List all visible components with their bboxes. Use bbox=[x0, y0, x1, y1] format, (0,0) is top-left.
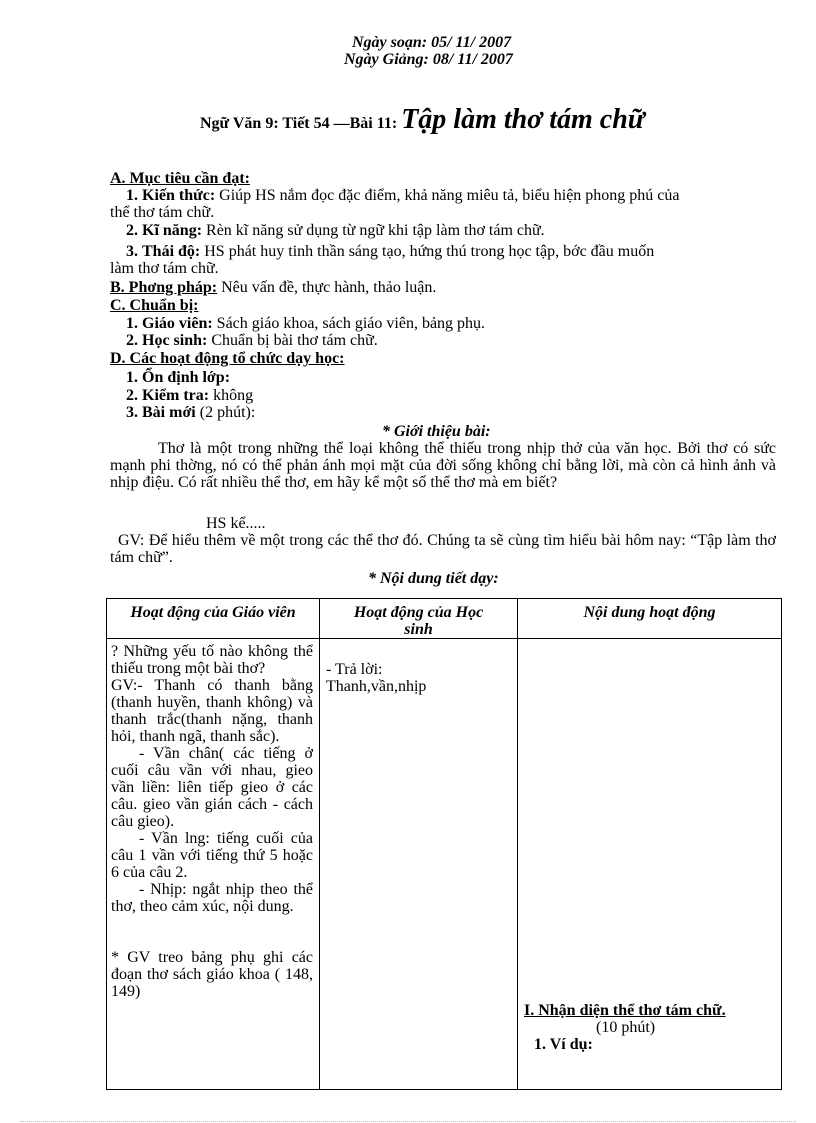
header-content: Nội dung hoạt động bbox=[518, 599, 782, 639]
example-label: 1. Ví dụ: bbox=[534, 1036, 593, 1053]
gv-van-lung: - Vần lng: tiếng cuối của câu 1 vần với tiếng thứ 5 hoặc 6 của câu 2. bbox=[111, 830, 313, 881]
student-cell bbox=[320, 639, 518, 1090]
page-bottom-rule bbox=[20, 1121, 796, 1122]
gv-van-chan: - Vần chân( các tiếng ở cuối câu vần với nhau, gieo vần liền: liên tiếp gieo ở các câu. gieo vần gián cách - cách câu gieo). bbox=[111, 745, 313, 830]
item-num: 1. bbox=[126, 315, 138, 332]
item-text: Chuẩn bị bài thơ tám chữ. bbox=[207, 332, 378, 349]
header-student: Hoạt động của Học sinh bbox=[320, 599, 518, 639]
item-label: Học sinh: bbox=[142, 332, 208, 349]
item-num: 2. bbox=[126, 387, 138, 404]
item-num: 3. bbox=[126, 243, 138, 260]
item-num: 2. bbox=[126, 222, 138, 239]
section-a-item-3 bbox=[126, 243, 654, 260]
section-b-heading: B. Phơng pháp: bbox=[110, 279, 218, 296]
item-label: Kiến thức: bbox=[142, 187, 216, 204]
section-a-item-1-cont: thể thơ tám chữ. bbox=[110, 204, 215, 221]
teacher-cell bbox=[107, 639, 320, 1090]
intro-hs: HS kể..... bbox=[206, 515, 266, 532]
item-text: Giúp HS nắm đọc đặc điểm, khả năng miêu tả, biểu hiện phong phú của bbox=[215, 187, 680, 204]
hs-answer-2: Thanh,vần,nhịp bbox=[326, 678, 427, 695]
section-d-item-3 bbox=[126, 404, 255, 421]
intro-heading: * Giới thiệu bài: bbox=[382, 423, 491, 440]
title-name: Tập làm thơ tám chữ bbox=[401, 104, 645, 135]
intro-paragraph: Thơ là một trong những thể loại không thể thiếu trong nhịp thở của văn học. Bởi thơ có sức mạnh phi thờng, nó có thể phản ánh mọi mặt của đời sống không chỉ bằng lời, mà còn cả hình ảnh và nhịp điệu. Có rất nhiều thể thơ, em hãy kể một số thể thơ mà em biết? bbox=[110, 440, 776, 491]
section-c-item-1 bbox=[126, 315, 485, 332]
gv-bang-phu: * GV treo bảng phụ ghi các đoạn thơ sách giáo khoa ( 148, 149) bbox=[111, 949, 313, 1000]
hs-answer: - Trả lời: bbox=[326, 661, 383, 678]
item-num: 2. bbox=[126, 332, 138, 349]
item-label: Ổn định lớp: bbox=[142, 369, 231, 386]
item-text: không bbox=[209, 387, 254, 404]
date-prepared: Ngày soạn: 05/ 11/ 2007 bbox=[352, 34, 512, 51]
section-a-item-2 bbox=[126, 222, 545, 239]
content-heading: * Nội dung tiết dạy: bbox=[368, 570, 499, 587]
section-c-item-2 bbox=[126, 332, 378, 349]
item-num: 1. bbox=[126, 369, 138, 386]
section-a-item-1 bbox=[126, 187, 680, 204]
section-a-heading: A. Mục tiêu cần đạt: bbox=[110, 170, 250, 187]
content-cell bbox=[518, 639, 782, 1090]
intro-gv: GV: Để hiểu thêm về một trong các thể thơ đó. Chúng ta sẽ cùng tìm hiểu bài hôm nay: “Tập làm thơ tám chữ”. bbox=[110, 532, 776, 566]
gv-thanh: GV:- Thanh có thanh bằng (thanh huyền, thanh không) và thanh trắc(thanh nặng, thanh hỏi, thanh ngã, thanh sắc). bbox=[111, 677, 313, 745]
section-b bbox=[110, 279, 436, 296]
section-a-item-3-cont: làm thơ tám chữ. bbox=[110, 260, 219, 277]
section-d-item-1 bbox=[126, 369, 230, 386]
page-title bbox=[200, 104, 645, 136]
item-num: 3. bbox=[126, 404, 138, 421]
item-num: 1. bbox=[126, 187, 138, 204]
activity-table bbox=[106, 598, 782, 1090]
date-taught: Ngày Giảng: 08/ 11/ 2007 bbox=[344, 51, 513, 68]
item-label: Bài mới bbox=[142, 404, 196, 421]
section-d-heading: D. Các hoạt động tổ chức dạy học: bbox=[110, 350, 345, 367]
section-c-heading: C. Chuẩn bị: bbox=[110, 297, 199, 314]
item-text: Sách giáo khoa, sách giáo viên, bảng phụ. bbox=[212, 315, 486, 332]
gv-nhip: - Nhịp: ngắt nhịp theo thể thơ, theo cảm xúc, nội dung. bbox=[111, 881, 313, 915]
item-label: Kĩ năng: bbox=[142, 222, 203, 239]
section-1-time: (10 phút) bbox=[596, 1019, 656, 1036]
section-1-heading: I. Nhận diện thể thơ tám chữ. bbox=[524, 1002, 726, 1019]
header-teacher: Hoạt động của Giáo viên bbox=[107, 599, 320, 639]
item-label: Giáo viên: bbox=[142, 315, 213, 332]
gv-question: ? Những yếu tố nào không thể thiếu trong một bài thơ? bbox=[111, 643, 313, 677]
section-d-item-2 bbox=[126, 387, 253, 404]
section-b-text: Nêu vấn đề, thực hành, thảo luận. bbox=[217, 279, 437, 296]
item-label: Thái độ: bbox=[142, 243, 201, 260]
item-text: HS phát huy tinh thần sáng tạo, hứng thú trong học tập, bớc đầu muốn bbox=[200, 243, 655, 260]
title-prefix: Ngữ Văn 9: Tiết 54 —Bài 11: bbox=[200, 115, 398, 132]
item-label: Kiểm tra: bbox=[142, 387, 210, 404]
item-text: (2 phút): bbox=[195, 404, 256, 421]
item-text: Rèn kĩ năng sử dụng từ ngữ khi tập làm thơ tám chữ. bbox=[202, 222, 545, 239]
